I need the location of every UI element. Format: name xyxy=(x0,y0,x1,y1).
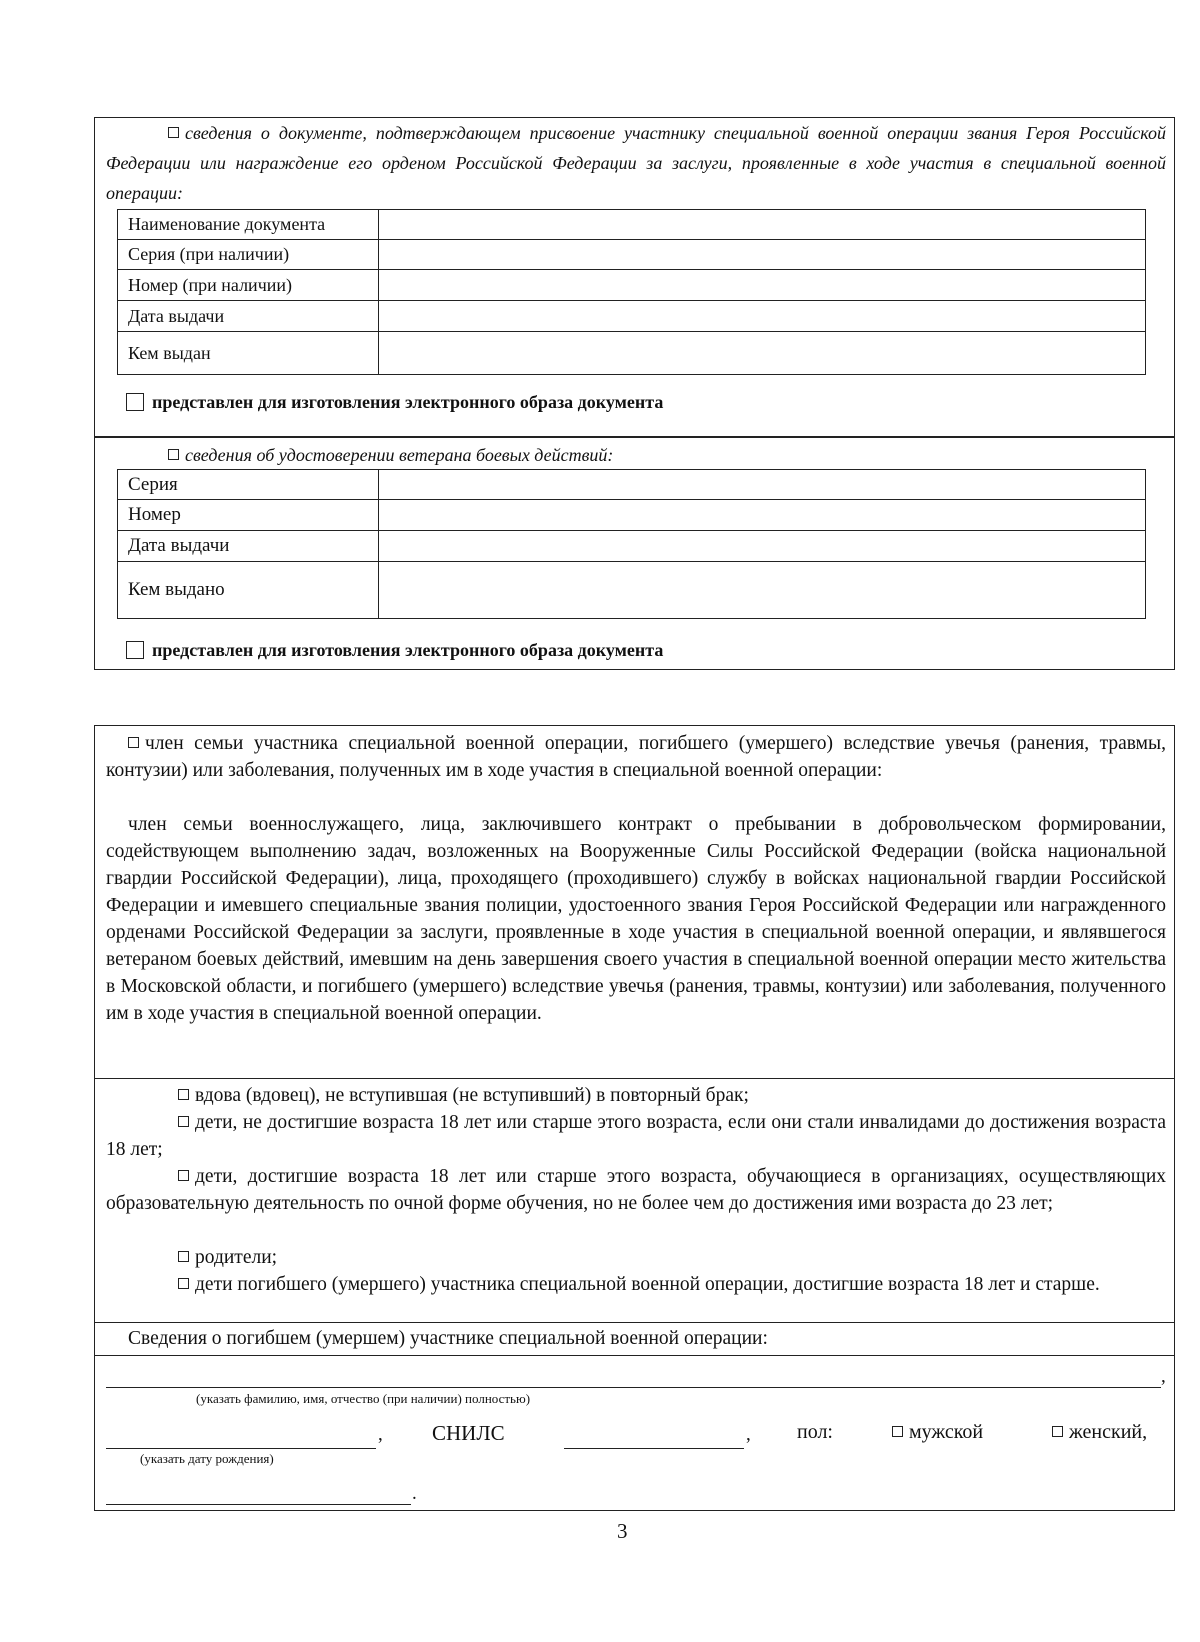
relation-option-widow: вдова (вдовец), не вступившая (не вступивший) в повторный брак; xyxy=(106,1082,1166,1109)
full-name-input[interactable] xyxy=(106,1387,1161,1388)
row-value-input[interactable] xyxy=(379,270,1146,301)
electronic-copy-checkbox[interactable] xyxy=(126,393,144,411)
relation-option-parents: родители; xyxy=(106,1244,1166,1271)
relation-option-children-under-18: дети, не достигшие возраста 18 лет или старше этого возраста, если они стали инвалидами до достижения возраста 18 лет; xyxy=(106,1112,1166,1160)
table-row xyxy=(118,270,1146,301)
row-value-input[interactable] xyxy=(379,240,1146,270)
family-member-description: член семьи военнослужащего, лица, заключившего контракт о пребывании в добровольческом формировании, содействующем выполнению задач, возложенных на Вооруженные Силы Российской Федерации (войска национальной гвардии Российской Федерации), лица, проходящего (проходившего) службу в войсках национальной гвардии Российской Федерации и имевшего специальные звания полиции, удостоенного звания Героя Российской Федерации или награжденного орденами Российской Федерации за заслуги, проявленные в ходе участия в специальной военной операции, и являвшегося ветераном боевых действий, имевшим на день завершения своего участия в специальной военной операции место жительства в Московской области, и погибшего (умершего) вследствие увечья (ранения, травмы, контузии) или заболевания, полученного им в ходе участия в специальной военной операции. xyxy=(106,814,1166,1024)
electronic-copy-checkbox[interactable] xyxy=(126,641,144,659)
table-row xyxy=(118,210,1146,240)
relation-checkbox[interactable] xyxy=(178,1116,189,1127)
hero-document-electronic-copy: представлен для изготовления электронного образа документа xyxy=(126,392,663,413)
divider xyxy=(94,1355,1175,1356)
page-number: 3 xyxy=(617,1519,628,1543)
row-label: Номер (при наличии) xyxy=(118,270,379,301)
relation-checkbox[interactable] xyxy=(178,1251,189,1262)
table-row xyxy=(118,531,1146,562)
family-member-checkbox[interactable] xyxy=(128,737,139,748)
birth-date-hint: (указать дату рождения) xyxy=(140,1451,274,1466)
sex-female-checkbox[interactable] xyxy=(1052,1426,1063,1437)
comma: , xyxy=(1161,1366,1166,1387)
table-row xyxy=(118,301,1146,332)
veteran-certificate-intro: сведения об удостоверении ветерана боевых действий: xyxy=(168,440,1068,470)
relation-checkbox[interactable] xyxy=(178,1089,189,1100)
row-value-input[interactable] xyxy=(379,500,1146,531)
row-label: Кем выдан xyxy=(118,332,379,375)
veteran-certificate-checkbox[interactable] xyxy=(168,449,179,460)
sex-label: пол: xyxy=(797,1421,833,1443)
row-label: Дата выдачи xyxy=(118,301,379,332)
relation-option-adult-children: дети погибшего (умершего) участника специальной военной операции, достигшие возраста 18 лет и старше. xyxy=(106,1271,1166,1298)
comma: , xyxy=(378,1424,383,1445)
divider xyxy=(94,1322,1175,1323)
sex-male-option[interactable]: мужской xyxy=(892,1421,983,1444)
row-value-input[interactable] xyxy=(379,531,1146,562)
family-member-option: член семьи участника специальной военной операции, погибшего (умершего) вследствие увечья (ранения, травмы, контузии) или заболевания, полученных им в ходе участия в специальной военной операции: xyxy=(106,733,1166,781)
relation-option-children-students: дети, достигшие возраста 18 лет или старше этого возраста, обучающиеся в организациях, осуществляющих образовательную деятельность по очной форме обучения, но не более чем до достижения ими возраста до 23 лет; xyxy=(106,1166,1166,1214)
relation-checkbox[interactable] xyxy=(178,1170,189,1181)
deceased-header: Сведения о погибшем (умершем) участнике специальной военной операции: xyxy=(128,1328,768,1349)
row-value-input[interactable] xyxy=(379,470,1146,500)
period: . xyxy=(412,1483,417,1504)
row-label: Серия (при наличии) xyxy=(118,240,379,270)
row-label: Дата выдачи xyxy=(118,531,379,562)
snils-label: СНИЛС xyxy=(432,1421,505,1445)
row-label: Кем выдано xyxy=(118,562,379,619)
hero-document-intro: сведения о документе, подтверждающем присвоение участнику специальной военной операции звания Героя Российской Федерации или награждение его орденом Российской Федерации за заслуги, проявленные в ходе участия в специальной военной операции: xyxy=(106,123,1166,203)
additional-input[interactable] xyxy=(106,1504,411,1505)
table-row xyxy=(118,240,1146,270)
row-value-input[interactable] xyxy=(379,301,1146,332)
divider xyxy=(94,1078,1175,1079)
row-label: Серия xyxy=(118,470,379,500)
table-row xyxy=(118,470,1146,500)
comma: , xyxy=(746,1424,751,1445)
full-name-hint: (указать фамилию, имя, отчество (при наличии) полностью) xyxy=(196,1391,531,1406)
row-value-input[interactable] xyxy=(379,332,1146,375)
row-label: Наименование документа xyxy=(118,210,379,240)
veteran-certificate-table xyxy=(117,469,1146,619)
sex-female-option[interactable]: женский, xyxy=(1052,1421,1147,1444)
table-row xyxy=(118,500,1146,531)
hero-document-table xyxy=(117,209,1146,375)
table-row xyxy=(118,562,1146,619)
row-label: Номер xyxy=(118,500,379,531)
hero-document-checkbox[interactable] xyxy=(168,127,179,138)
snils-input[interactable] xyxy=(564,1448,744,1449)
table-row xyxy=(118,332,1146,375)
sex-male-checkbox[interactable] xyxy=(892,1426,903,1437)
row-value-input[interactable] xyxy=(379,210,1146,240)
row-value-input[interactable] xyxy=(379,562,1146,619)
relation-checkbox[interactable] xyxy=(178,1278,189,1289)
veteran-certificate-electronic-copy: представлен для изготовления электронного образа документа xyxy=(126,640,663,661)
birth-date-input[interactable] xyxy=(106,1448,376,1449)
